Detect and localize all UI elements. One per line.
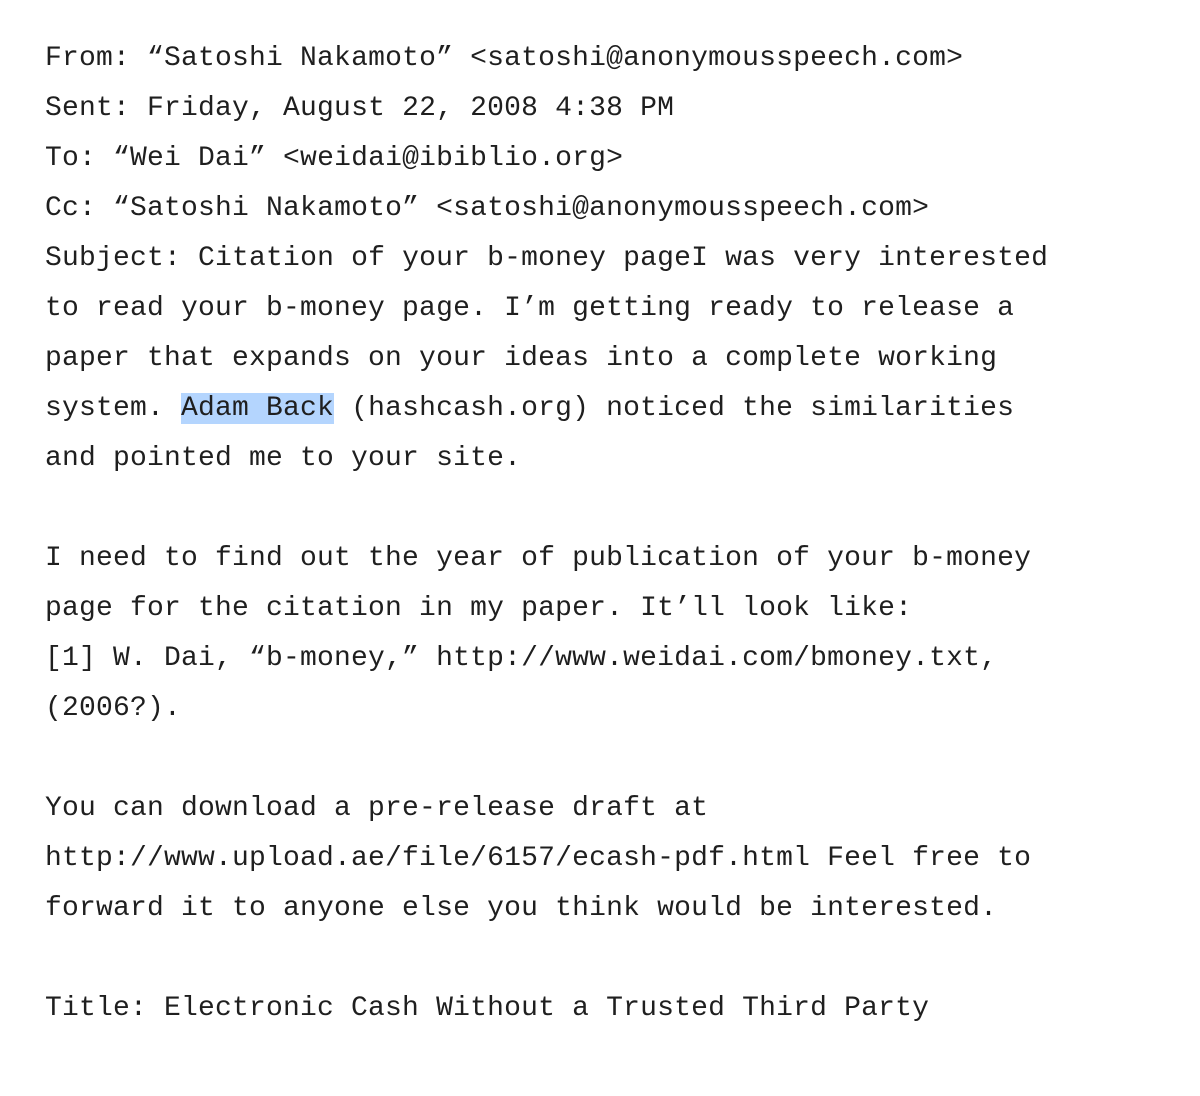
subject-label: Subject: <box>45 243 182 274</box>
body-line: page for the citation in my paper. It’ll look like: <box>45 593 913 624</box>
body-line: You can download a pre-release draft at <box>45 793 709 824</box>
to-line <box>45 134 1185 184</box>
from-line <box>45 34 1185 84</box>
paragraph-spacer <box>45 484 1185 534</box>
body-line: to read your b-money page. I’m getting ready to release a <box>45 293 1015 324</box>
sent-label: Sent: <box>45 93 131 124</box>
body-line: and pointed me to your site. <box>45 443 522 474</box>
paragraph-spacer <box>45 934 1185 984</box>
to-value[interactable]: “Wei Dai” <weidai@ibiblio.org> <box>113 143 624 174</box>
citation-year-line: (2006?). <box>45 693 182 724</box>
subject-line <box>45 234 1185 284</box>
cc-value[interactable]: “Satoshi Nakamoto” <satoshi@anonymousspeech.com> <box>113 193 930 224</box>
download-link-line[interactable]: http://www.upload.ae/file/6157/ecash-pdf.html Feel free to <box>45 843 1032 874</box>
body-text: (hashcash.org) noticed the similarities <box>334 393 1015 424</box>
from-value[interactable]: “Satoshi Nakamoto” <satoshi@anonymousspeech.com> <box>147 43 964 74</box>
citation-line: [1] W. Dai, “b-money,” http://www.weidai.com/bmoney.txt, <box>45 643 998 674</box>
selected-text-highlight[interactable]: Adam Back <box>181 393 335 424</box>
sent-line <box>45 84 1185 134</box>
cc-label: Cc: <box>45 193 97 224</box>
paper-title-line: Title: Electronic Cash Without a Trusted Third Party <box>45 993 930 1024</box>
subject-value: Citation of your b-money pageI was very interested <box>198 243 1049 274</box>
body-line-selection <box>45 384 1185 434</box>
email-document <box>45 34 1185 1034</box>
body-line: I need to find out the year of publication of your b-money <box>45 543 1032 574</box>
body-line: forward it to anyone else you think would be interested. <box>45 893 998 924</box>
body-line: paper that expands on your ideas into a complete working <box>45 343 998 374</box>
to-label: To: <box>45 143 97 174</box>
sent-value: Friday, August 22, 2008 4:38 PM <box>147 93 675 124</box>
cc-line <box>45 184 1185 234</box>
paragraph-spacer <box>45 734 1185 784</box>
body-text: system. <box>45 393 182 424</box>
from-label: From: <box>45 43 131 74</box>
